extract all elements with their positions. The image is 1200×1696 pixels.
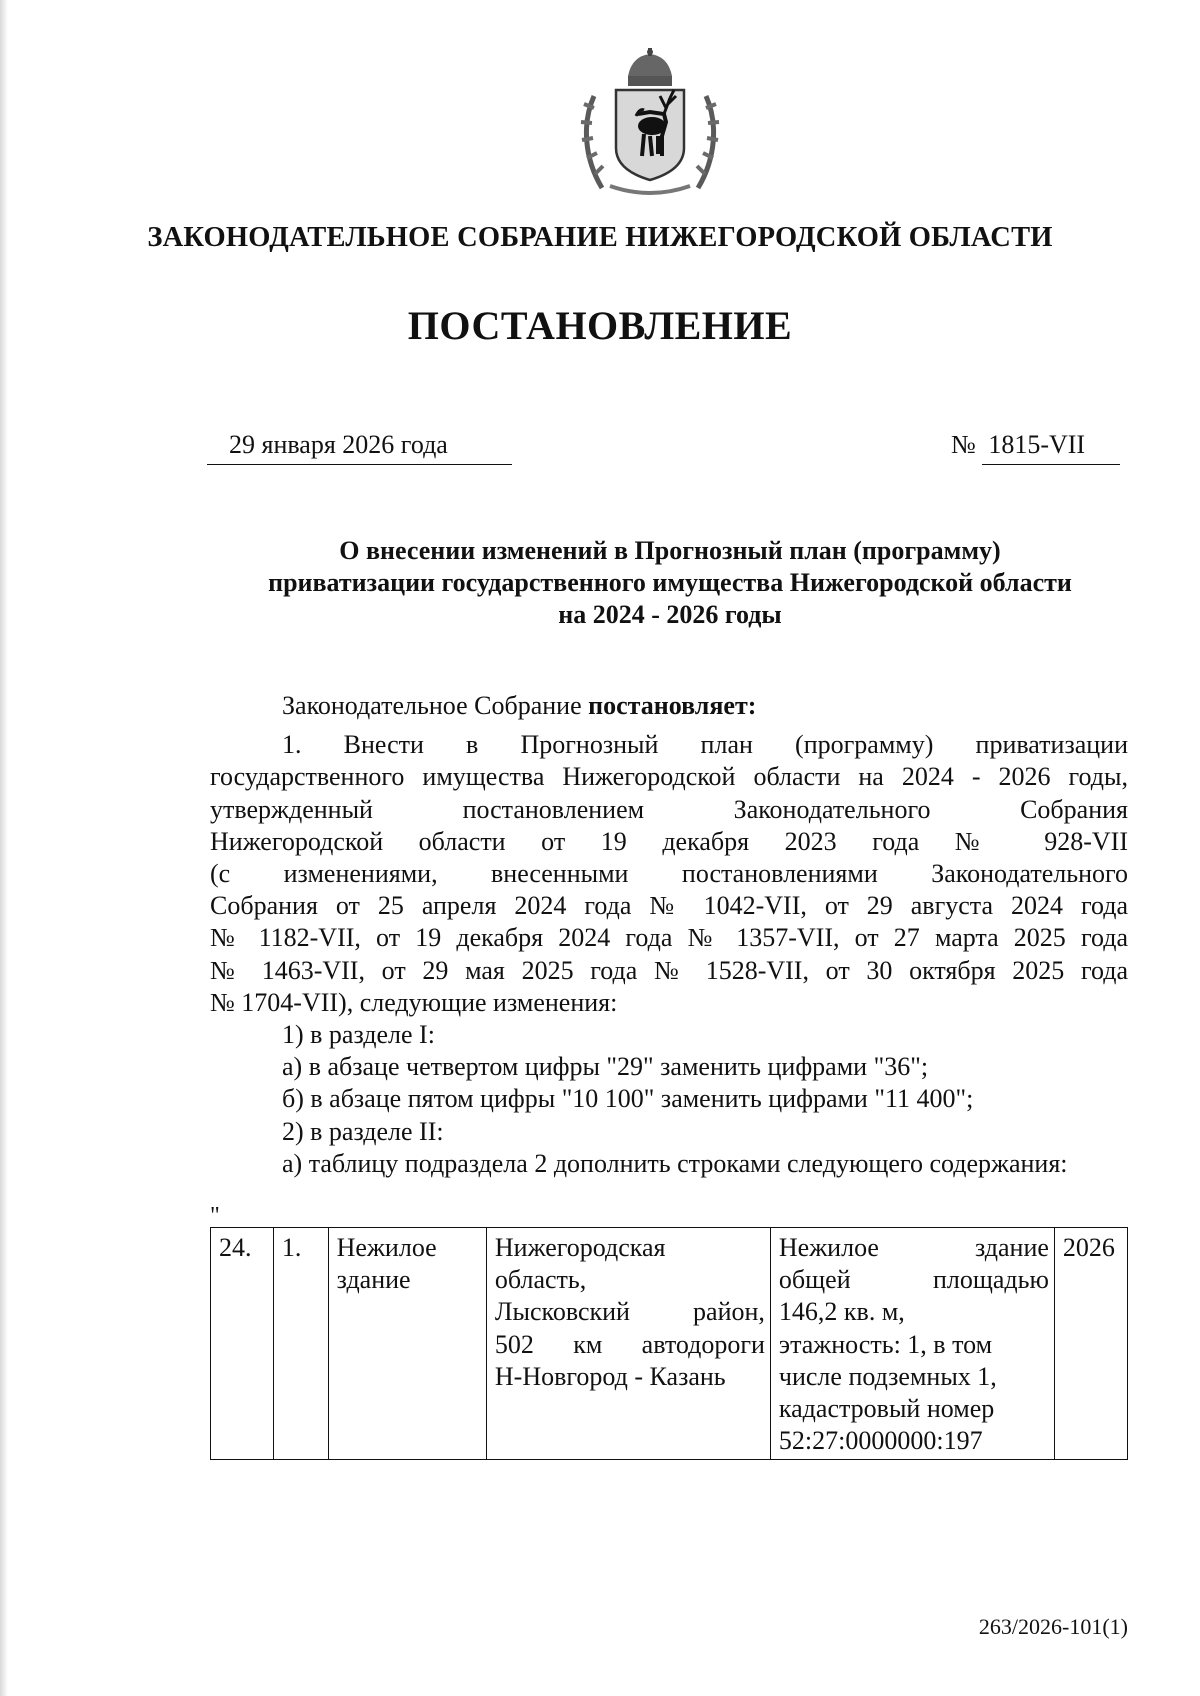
cell-line: Нежилое: [336, 1233, 437, 1262]
paragraph-line: № 1704-VII), следующие изменения:: [210, 987, 618, 1017]
subject-line: на 2024 - 2026 годы: [558, 600, 782, 629]
list-item: 1) в разделе I:: [282, 1020, 435, 1050]
paragraph-line: 1. Внести в Прогнозный план (программу) приватизации: [282, 730, 1128, 760]
cell-line: 52:27:0000000:197: [778, 1426, 983, 1456]
paragraph-line: № 1182-VII, от 19 декабря 2024 года № 1357-VII, от 27 марта 2025 года: [210, 923, 1128, 953]
privatization-table: [210, 1227, 1128, 1460]
organization-title: ЗАКОНОДАТЕЛЬНОЕ СОБРАНИЕ НИЖЕГОРОДСКОЙ ОБЛАСТИ: [147, 222, 1053, 253]
scan-edge-shadow: [0, 0, 8, 1696]
paragraph-1: [210, 729, 1128, 1019]
cell-line: здание: [336, 1265, 411, 1295]
intro-text: Законодательное Собрание: [282, 691, 589, 720]
table-cell-sub-number: 1.: [273, 1228, 328, 1460]
paragraph-line: государственного имущества Нижегородской области на 2024 - 2026 годы,: [210, 762, 1128, 792]
coat-of-arms-icon: [580, 48, 720, 198]
document-type-title: ПОСТАНОВЛЕНИЕ: [407, 303, 793, 348]
table-cell-address: [486, 1228, 770, 1460]
table-cell-description: [770, 1228, 1054, 1460]
list-item: а) таблицу подраздела 2 дополнить строками следующего содержания:: [282, 1148, 1068, 1178]
paragraph-line: № 1463-VII, от 29 мая 2025 года № 1528-VII, от 30 октября 2025 года: [210, 955, 1128, 985]
cell-line: 502 км автодороги: [494, 1329, 765, 1359]
intro-paragraph: [210, 690, 1128, 722]
table-cell-row-number: 24.: [211, 1228, 274, 1460]
paragraph-line: (с изменениями, внесенными постановлениями Законодательного: [210, 859, 1128, 889]
table-cell-object-type: [328, 1228, 486, 1460]
cell-line: 146,2 кв. м,: [778, 1297, 905, 1327]
number-value: 1815-VII: [982, 430, 1120, 465]
subject-line: приватизации государственного имущества Нижегородской области: [268, 568, 1072, 597]
cell-line: область,: [494, 1265, 587, 1295]
table-cell-year: 2026: [1054, 1228, 1127, 1460]
cell-line: этажность: 1, в том: [778, 1329, 993, 1359]
cell-line: Нижегородская: [494, 1233, 666, 1262]
opening-quote-mark: ": [210, 1203, 220, 1229]
number-sign: №: [951, 430, 976, 459]
cell-line: Н-Новгород - Казань: [494, 1361, 726, 1391]
list-item: а) в абзаце четвертом цифры "29" заменить цифрами "36";: [282, 1052, 929, 1082]
resolution-date: 29 января 2026 года: [207, 430, 512, 465]
cell-line: Нежилое здание: [778, 1233, 1049, 1262]
cell-line: кадастровый номер: [778, 1394, 995, 1424]
document-subject: [210, 535, 1130, 631]
list-item: б) в абзаце пятом цифры "10 100" заменить цифрами "11 400";: [282, 1084, 974, 1114]
paragraph-line: утвержденный постановлением Законодательного Собрания: [210, 794, 1128, 824]
cell-line: Лысковский район,: [494, 1297, 765, 1327]
table-row: [211, 1228, 1128, 1460]
list-item: 2) в разделе II:: [282, 1116, 444, 1146]
document-registration-code: 263/2026-101(1): [978, 1614, 1128, 1639]
cell-line: общей площадью: [778, 1265, 1049, 1295]
document-body: [210, 690, 1128, 1180]
paragraph-line: Собрания от 25 апреля 2024 года № 1042-VII, от 29 августа 2024 года: [210, 891, 1128, 921]
resolution-number: [951, 430, 1131, 464]
paragraph-line: Нижегородской области от 19 декабря 2023 года № 928-VII: [210, 826, 1128, 856]
subject-line: О внесении изменений в Прогнозный план (программу): [339, 536, 1001, 565]
intro-bold-verb: постановляет:: [588, 691, 757, 720]
cell-line: числе подземных 1,: [778, 1361, 997, 1391]
